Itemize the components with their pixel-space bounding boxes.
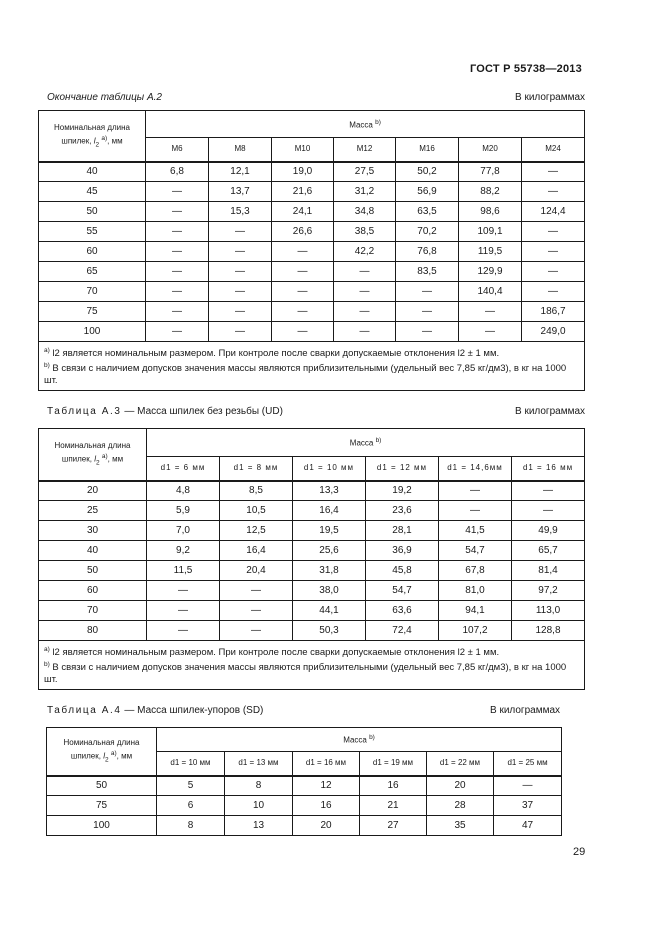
mass-cell: 128,8	[512, 621, 585, 641]
col-header-length: Номинальная длина шпилек, $l_2$ $^{a)}$, мм	[39, 111, 146, 162]
mass-cell: 109,1	[459, 222, 522, 242]
mass-header: Масса $^{b)}$	[157, 728, 562, 752]
col-header-length: Номинальная длина шпилек, $l_2$ $^{a)}$, мм	[47, 728, 157, 776]
mass-cell: 4,8	[147, 481, 220, 501]
table-row	[39, 282, 585, 302]
mass-cell: 5,9	[147, 501, 220, 521]
size-header: d1 = 22 мм	[427, 752, 494, 776]
table-row	[39, 302, 585, 322]
standard-header: ГОСТ Р 55738—2013	[470, 63, 582, 75]
mass-cell: 81,4	[512, 561, 585, 581]
size-header: М24	[522, 138, 585, 162]
note-a-text: l2 является номинальным размером. При контроле после сварки допускаемые отклонения l2 ± 1 мм.	[52, 348, 500, 360]
note-b-text: В связи с наличием допусков значения массы являются приблизительными (удельный вес 7,85 кг/дм3), в кг на 1000 шт.	[44, 363, 567, 387]
size-header: d1 = 8 мм	[220, 457, 293, 481]
mass-cell: 54,7	[439, 541, 512, 561]
mass-cell: 27,5	[334, 162, 396, 182]
mass-cell: 20,4	[220, 561, 293, 581]
mass-cell: —	[334, 282, 396, 302]
size-header: М16	[396, 138, 459, 162]
size-header: d1 = 12 мм	[366, 457, 439, 481]
size-header: d1 = 6 мм	[147, 457, 220, 481]
table-row	[39, 521, 585, 541]
size-header: d1 = 14,6мм	[439, 457, 512, 481]
mass-cell: 63,5	[396, 202, 459, 222]
mass-cell: 47	[494, 816, 562, 836]
mass-header: Масса $^{b)}$	[146, 111, 585, 138]
mass-cell: 94,1	[439, 601, 512, 621]
mass-cell: 24,1	[272, 202, 334, 222]
note-a: $^{a)}$ l2 является номинальным размером. При контроле после сварки допускаемые отклонения l2 ± 1 мм.	[44, 646, 500, 659]
mass-cell: —	[512, 501, 585, 521]
size-header: d1 = 10 мм	[157, 752, 225, 776]
size-header: d1 = 25 мм	[494, 752, 562, 776]
mass-cell: 34,8	[334, 202, 396, 222]
mass-cell: —	[272, 302, 334, 322]
mass-cell: 37	[494, 796, 562, 816]
table-a3-label: Таблица А.3	[47, 406, 122, 417]
mass-cell: 49,9	[512, 521, 585, 541]
length-cell: 70	[39, 282, 146, 302]
table-row	[47, 776, 562, 796]
mass-cell: —	[334, 322, 396, 342]
mass-cell: 7,0	[147, 521, 220, 541]
note-b-text: В связи с наличием допусков значения массы являются приблизительными (удельный вес 7,85 кг/дм3), в кг на 1000 шт.	[44, 662, 567, 686]
mass-cell: 129,9	[459, 262, 522, 282]
mass-cell: 12,5	[220, 521, 293, 541]
length-cell: 50	[39, 202, 146, 222]
length-cell: 45	[39, 182, 146, 202]
mass-cell: —	[272, 322, 334, 342]
mass-cell: 11,5	[147, 561, 220, 581]
mass-cell: —	[146, 242, 209, 262]
mass-cell: —	[209, 222, 272, 242]
mass-cell: —	[522, 162, 585, 182]
mass-cell: 27	[360, 816, 427, 836]
page-number: 29	[573, 846, 586, 858]
note-b: $^{b)}$ В связи с наличием допусков значения массы являются приблизительными (удельный вес 7,85 кг/дм3), в кг на 1000 шт.	[44, 362, 567, 387]
mass-cell: 6	[157, 796, 225, 816]
mass-cell: —	[209, 322, 272, 342]
mass-cell: —	[334, 302, 396, 322]
mass-cell: 140,4	[459, 282, 522, 302]
mass-cell: 42,2	[334, 242, 396, 262]
mass-cell: —	[220, 601, 293, 621]
table-a4-label: Таблица А.4	[47, 705, 122, 716]
mass-cell: —	[459, 302, 522, 322]
length-cell: 60	[39, 581, 147, 601]
mass-cell: 12,1	[209, 162, 272, 182]
mass-cell: 10,5	[220, 501, 293, 521]
mass-cell: 107,2	[439, 621, 512, 641]
mass-cell: —	[439, 481, 512, 501]
table-a3-notes	[39, 641, 585, 690]
mass-cell: —	[272, 242, 334, 262]
table-a2-notes	[39, 342, 585, 391]
mass-cell: 19,2	[366, 481, 439, 501]
mass-cell: —	[494, 776, 562, 796]
table-a3	[38, 428, 585, 690]
length-cell: 75	[39, 302, 146, 322]
note-a-text: l2 является номинальным размером. При контроле после сварки допускаемые отклонения l2 ± 1 мм.	[52, 647, 500, 659]
mass-cell: 50,2	[396, 162, 459, 182]
mass-cell: —	[146, 182, 209, 202]
mass-cell: 25,6	[293, 541, 366, 561]
mass-cell: —	[272, 262, 334, 282]
length-cell: 50	[47, 776, 157, 796]
mass-cell: 249,0	[522, 322, 585, 342]
length-cell: 70	[39, 601, 147, 621]
col-header-length: Номинальная длина шпилек, $l_2$ $^{a)}$, мм	[39, 429, 147, 481]
mass-cell: 19,5	[293, 521, 366, 541]
table-row	[39, 601, 585, 621]
mass-cell: 63,6	[366, 601, 439, 621]
mass-cell: 13,3	[293, 481, 366, 501]
table-a2-unit: В килограммах	[515, 92, 585, 103]
table-row	[39, 541, 585, 561]
mass-cell: 15,3	[209, 202, 272, 222]
mass-cell: 186,7	[522, 302, 585, 322]
size-header: d1 = 13 мм	[225, 752, 293, 776]
size-header: М20	[459, 138, 522, 162]
note-b: $^{b)}$ В связи с наличием допусков значения массы являются приблизительными (удельный вес 7,85 кг/дм3), в кг на 1000 шт.	[44, 661, 567, 686]
mass-cell: 21,6	[272, 182, 334, 202]
table-a2-caption: Окончание таблицы А.2	[47, 92, 162, 103]
size-header: d1 = 16 мм	[512, 457, 585, 481]
mass-cell: —	[512, 481, 585, 501]
mass-cell: —	[209, 262, 272, 282]
mass-cell: 38,5	[334, 222, 396, 242]
mass-cell: 20	[427, 776, 494, 796]
mass-cell: 9,2	[147, 541, 220, 561]
length-cell: 75	[47, 796, 157, 816]
table-a2	[38, 110, 585, 391]
mass-cell: 77,8	[459, 162, 522, 182]
mass-cell: 36,9	[366, 541, 439, 561]
length-cell: 40	[39, 162, 146, 182]
mass-cell: —	[396, 322, 459, 342]
mass-cell: 76,8	[396, 242, 459, 262]
length-cell: 40	[39, 541, 147, 561]
table-row	[39, 561, 585, 581]
table-row	[39, 322, 585, 342]
mass-cell: 16	[293, 796, 360, 816]
mass-header: Масса $^{b)}$	[147, 429, 585, 457]
mass-cell: 38,0	[293, 581, 366, 601]
length-cell: 80	[39, 621, 147, 641]
size-header: d1 = 10 мм	[293, 457, 366, 481]
mass-cell: 72,4	[366, 621, 439, 641]
table-row	[39, 262, 585, 282]
mass-cell: 70,2	[396, 222, 459, 242]
mass-cell: 26,6	[272, 222, 334, 242]
mass-cell: 21	[360, 796, 427, 816]
mass-cell: 16	[360, 776, 427, 796]
mass-cell: 41,5	[439, 521, 512, 541]
table-row	[39, 481, 585, 501]
mass-cell: 31,2	[334, 182, 396, 202]
mass-cell: 65,7	[512, 541, 585, 561]
mass-cell: 67,8	[439, 561, 512, 581]
length-cell: 100	[39, 322, 146, 342]
mass-cell: 16,4	[293, 501, 366, 521]
length-cell: 30	[39, 521, 147, 541]
length-cell: 55	[39, 222, 146, 242]
table-row	[39, 162, 585, 182]
mass-cell: —	[146, 262, 209, 282]
length-cell: 65	[39, 262, 146, 282]
mass-cell: 23,6	[366, 501, 439, 521]
mass-cell: 81,0	[439, 581, 512, 601]
mass-cell: 113,0	[512, 601, 585, 621]
mass-cell: —	[146, 282, 209, 302]
mass-cell: 45,8	[366, 561, 439, 581]
table-a3-unit: В килограммах	[515, 406, 585, 417]
mass-cell: —	[209, 282, 272, 302]
mass-cell: 13	[225, 816, 293, 836]
mass-cell: —	[147, 581, 220, 601]
mass-cell: —	[209, 302, 272, 322]
mass-cell: 98,6	[459, 202, 522, 222]
mass-cell: —	[146, 222, 209, 242]
mass-cell: 12	[293, 776, 360, 796]
table-row	[39, 182, 585, 202]
mass-cell: —	[220, 621, 293, 641]
table-a4-unit: В килограммах	[490, 705, 560, 716]
table-row	[39, 202, 585, 222]
mass-cell: —	[522, 222, 585, 242]
note-a: $^{a)}$ l2 является номинальным размером. При контроле после сварки допускаемые отклонения l2 ± 1 мм.	[44, 347, 500, 360]
mass-cell: 19,0	[272, 162, 334, 182]
table-a3-caption	[47, 406, 283, 417]
mass-cell: —	[220, 581, 293, 601]
mass-cell: 8,5	[220, 481, 293, 501]
mass-cell: —	[522, 282, 585, 302]
mass-cell: —	[209, 242, 272, 262]
mass-cell: —	[334, 262, 396, 282]
mass-cell: —	[522, 242, 585, 262]
mass-cell: —	[146, 322, 209, 342]
mass-cell: 13,7	[209, 182, 272, 202]
mass-cell: —	[146, 302, 209, 322]
mass-cell: 50,3	[293, 621, 366, 641]
mass-cell: 97,2	[512, 581, 585, 601]
table-row	[39, 501, 585, 521]
length-cell: 100	[47, 816, 157, 836]
mass-cell: 8	[157, 816, 225, 836]
length-cell: 60	[39, 242, 146, 262]
mass-cell: 28,1	[366, 521, 439, 541]
mass-cell: 31,8	[293, 561, 366, 581]
mass-cell: —	[522, 182, 585, 202]
mass-cell: —	[396, 302, 459, 322]
mass-cell: 28	[427, 796, 494, 816]
mass-cell: 8	[225, 776, 293, 796]
table-row	[39, 222, 585, 242]
length-cell: 20	[39, 481, 147, 501]
mass-cell: 16,4	[220, 541, 293, 561]
size-header: d1 = 16 мм	[293, 752, 360, 776]
length-cell: 50	[39, 561, 147, 581]
length-cell: 25	[39, 501, 147, 521]
mass-cell: 20	[293, 816, 360, 836]
mass-cell: —	[522, 262, 585, 282]
table-row	[39, 621, 585, 641]
mass-cell: 5	[157, 776, 225, 796]
mass-cell: 10	[225, 796, 293, 816]
mass-cell: —	[396, 282, 459, 302]
mass-cell: —	[146, 202, 209, 222]
mass-cell: 44,1	[293, 601, 366, 621]
size-header: М8	[209, 138, 272, 162]
mass-cell: —	[272, 282, 334, 302]
mass-cell: 83,5	[396, 262, 459, 282]
table-a4	[46, 727, 562, 836]
table-a4-caption	[47, 705, 263, 716]
table-a3-title: — Масса шпилек без резьбы (UD)	[121, 406, 283, 417]
size-header: М6	[146, 138, 209, 162]
table-row	[39, 242, 585, 262]
mass-cell: —	[439, 501, 512, 521]
mass-cell: 119,5	[459, 242, 522, 262]
mass-cell: 6,8	[146, 162, 209, 182]
table-row	[47, 816, 562, 836]
mass-cell: —	[147, 621, 220, 641]
mass-cell: 88,2	[459, 182, 522, 202]
size-header: М10	[272, 138, 334, 162]
table-row	[39, 581, 585, 601]
mass-cell: 35	[427, 816, 494, 836]
mass-cell: 124,4	[522, 202, 585, 222]
table-row	[47, 796, 562, 816]
mass-cell: 54,7	[366, 581, 439, 601]
mass-cell: —	[459, 322, 522, 342]
size-header: d1 = 19 мм	[360, 752, 427, 776]
table-a4-title: — Масса шпилек-упоров (SD)	[121, 705, 264, 716]
mass-cell: 56,9	[396, 182, 459, 202]
mass-cell: —	[147, 601, 220, 621]
size-header: М12	[334, 138, 396, 162]
